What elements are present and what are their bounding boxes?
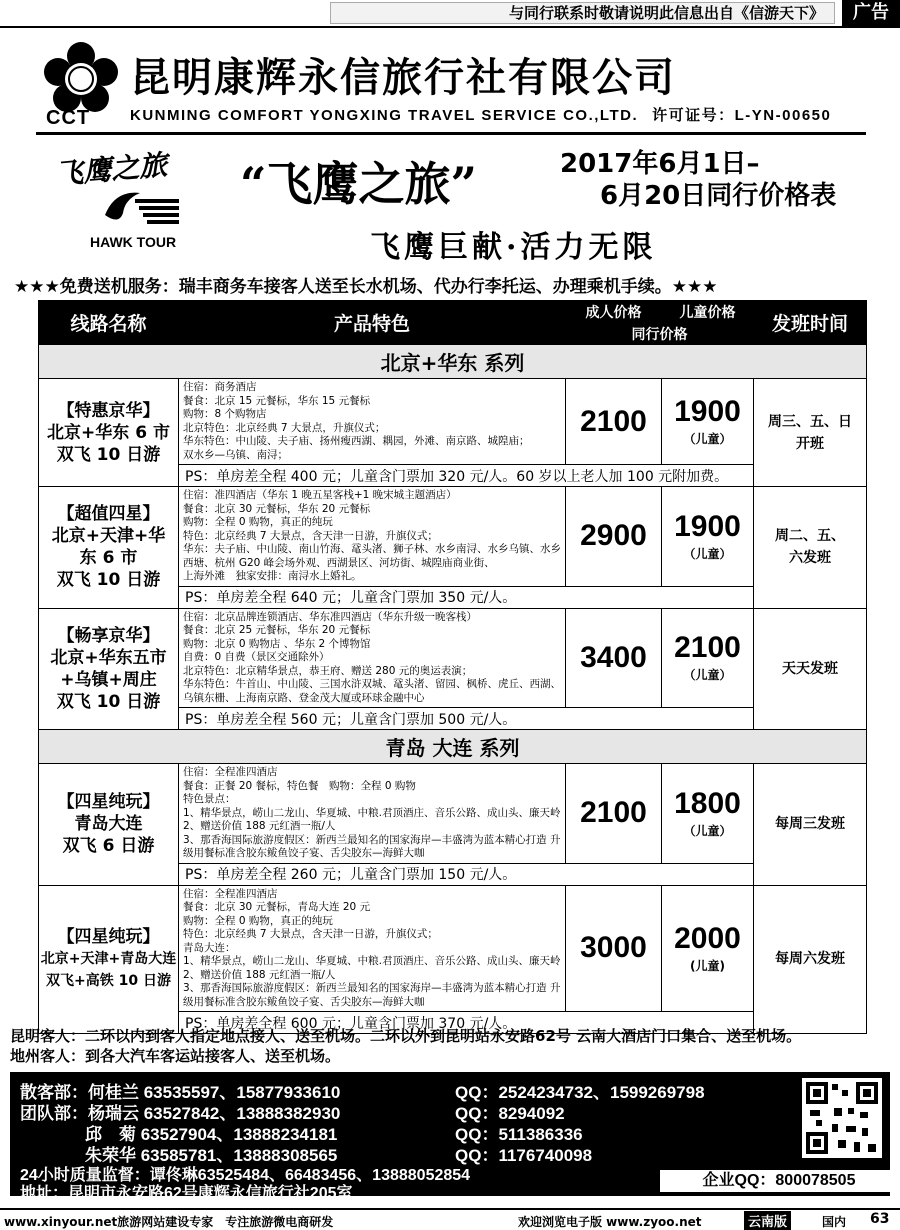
product-features: 住宿：北京品牌连锁酒店、华东准四酒店（华东升级一晚客栈） 餐食：北京 25 元餐标，华东 20 元餐标 购物：北京 0 购物店 、华东 2 个博物馆 自费：0 自费（景区交通除外） 北京特色：北京精华景点，恭王府、赠送 280 元的奥运表演； 华东特色：牛首山、中山陵、三国水浒双城、鼋头渚、留园、枫桥、虎丘、西湖、乌镇东栅、上海南京路、登金茂大厦或环球金融中心 <box>179 608 566 708</box>
adult-price: 3000 <box>566 885 662 1012</box>
team-qq-3: QQ：1176740098 <box>455 1146 593 1165</box>
route-name: 【四星纯玩】 青岛大连 双飞 6 日游 <box>39 764 179 886</box>
retail-qq: QQ：2524234732、1599269798 <box>455 1083 705 1102</box>
header-child: 儿童价格 <box>662 301 754 323</box>
pickup-info <box>10 1026 801 1066</box>
adult-price: 2100 <box>566 764 662 864</box>
footer-left: www.xinyour.net旅游网站建设专家 专注旅游微电商研发 <box>4 1215 334 1229</box>
departure-schedule: 天天发班 <box>754 608 867 730</box>
product-features: 住宿：全程准四酒店 餐食：正餐 20 餐标，特色餐 购物：全程 0 购物 特色景点： 1、精华景点，崂山二龙山、华夏城、中粮.君顶酒庄、音乐公路、成山头、廉天岭 2、赠送价值 188 元红酒一瓶/人 3、那香海国际旅游度假区：新西兰最知名的国家海岸—丰盛湾为蓝本精心打造 升级用餐标准含胶东鲅鱼饺子宴、舌尖胶东—海鲜大咖 <box>179 764 566 864</box>
motto: 飞鹰巨献·活力无限 <box>370 230 657 265</box>
footer-right: 欢迎浏览电子版 www.zyoo.net <box>518 1215 702 1229</box>
date-range: 2017年6月1日– 6月20日同行价格表 <box>560 149 837 211</box>
route-name: 【四星纯玩】 北京+天津+青岛大连 双飞+高铁 10 日游 <box>39 885 179 1034</box>
ps-note: PS：单房差全程 640 元；儿童含门票加 350 元/人。 <box>179 586 754 608</box>
enterprise-qq: 企业QQ：800078505 <box>660 1170 898 1192</box>
child-price: 2000 (儿童) <box>662 885 754 1012</box>
child-price: 1900 （儿童） <box>662 379 754 465</box>
main-title: “飞鹰之旅” <box>240 157 477 211</box>
section-label: 国内 <box>822 1215 847 1229</box>
license-number: 许可证号：L-YN-00650 <box>652 107 832 124</box>
route-name: 【特惠京华】 北京+华东 6 市 双飞 10 日游 <box>39 379 179 487</box>
hawk-tour-label: HAWK TOUR <box>90 234 177 250</box>
header-divider <box>36 132 866 135</box>
airport-service-note: ★★★免费送机服务：瑞丰商务车接客人送至长水机场、代办行李托运、办理乘机手续。★★★ <box>14 277 718 297</box>
logo-text: CCT <box>46 107 91 129</box>
child-price: 2100 （儿童） <box>662 608 754 708</box>
team-contact-2: 邱 菊 63527904、13888234181 <box>85 1125 338 1144</box>
departure-schedule: 每周六发班 <box>754 885 867 1034</box>
header-peer-price: 同行价格 <box>566 323 754 345</box>
brand-script: 飞鹰之旅 <box>53 148 169 191</box>
departure-schedule: 周二、五、 六发班 <box>754 487 867 609</box>
product-features: 住宿：商务酒店 餐食：北京 15 元餐标，华东 15 元餐标 购物：8 个购物店 北京特色：北京经典 7 大景点，升旗仪式； 华东特色：中山陵、夫子庙、扬州瘦西湖、耦园，外滩、南京路、城隍庙； 双水乡—乌镇、南浔； <box>179 379 566 465</box>
product-features: 住宿：全程准四酒店 餐食：北京 30 元餐标，青岛大连 20 元 购物：全程 0 购物，真正的纯玩 特色：北京经典 7 大景点，含天津一日游，升旗仪式； 青岛大连： 1、精华景点，崂山二龙山、华夏城、中粮.君顶酒庄、音乐公路、成山头、廉天岭 2、赠送价值 188 元红酒一瓶/人 3、那香海国际旅游度假区：新西兰最知名的国家海岸—丰盛湾为蓝本精心打造 升级用餐标准含胶东鲅鱼饺子宴、舌尖胶东—海鲜大咖 <box>179 885 566 1012</box>
company-name-cn: 昆明康辉永信旅行社有限公司 <box>130 55 676 101</box>
hawk-logo-icon <box>95 185 185 233</box>
product-features: 住宿：准四酒店（华东 1 晚五星客栈+1 晚宋城主题酒店） 餐食：北京 30 元餐标，华东 20 元餐标 购物：全程 0 购物，真正的纯玩 特色：北京经典 7 大景点，含天津一日游，升旗仪式； 华东：夫子庙、中山陵、南山竹海、鼋头渚、狮子林、水乡南浔、水乡乌镇、水乡西塘、杭州 G20 峰会场外观、西湖景区、河坊街、城隍庙商业街、 上海外滩 独家安排：南浔水上婚礼。 <box>179 487 566 587</box>
team-contact-1: 团队部：杨瑞云 63527842、13888382930 <box>20 1104 341 1123</box>
regional-guests: 地州客人：到各大汽车客运站接客人、送至机场。 <box>10 1047 341 1065</box>
header-route: 线路名称 <box>39 301 179 345</box>
top-banner <box>0 0 900 28</box>
contact-panel <box>10 1072 890 1202</box>
quality-supervisor: 24小时质量监督：谭佟琳63525484、66483456、13888052854 <box>20 1167 471 1184</box>
office-address: 地址：昆明市永安路62号康辉永信旅行社205室 <box>20 1185 353 1202</box>
kunming-guests: 昆明客人：二环以内到客人指定地点接人、送至机场。二环以外到昆明站永安路62号 云南大酒店门口集合、送至机场。 <box>10 1027 802 1045</box>
page-footer <box>0 1208 900 1230</box>
section-title: 青岛 大连 系列 <box>39 730 867 764</box>
route-name: 【畅享京华】 北京+华东五市 +乌镇+周庄 双飞 10 日游 <box>39 608 179 730</box>
team-qq-2: QQ：511386336 <box>455 1125 583 1144</box>
header-features: 产品特色 <box>179 301 566 345</box>
child-price: 1800 （儿童） <box>662 764 754 864</box>
adult-price: 2100 <box>566 379 662 465</box>
ps-note: PS：单房差全程 560 元；儿童含门票加 500 元/人。 <box>179 708 754 730</box>
team-contact-3: 朱荣华 63585781、13888308565 <box>85 1146 338 1165</box>
header-adult: 成人价格 <box>566 301 662 323</box>
adult-price: 3400 <box>566 608 662 708</box>
child-price: 1900 （儿童） <box>662 487 754 587</box>
company-name-en: KUNMING COMFORT YONGXING TRAVEL SERVICE CO.,LTD. 许可证号：L-YN-00650 <box>130 107 832 124</box>
qr-code-icon <box>802 1078 882 1158</box>
retail-contact: 散客部：何桂兰 63535597、15877933610 <box>20 1083 341 1102</box>
source-notice: 与同行联系时敬请说明此信息出自《信游天下》 <box>330 2 835 24</box>
price-table <box>38 300 867 1034</box>
header-schedule: 发班时间 <box>754 301 867 345</box>
departure-schedule: 周三、五、日 开班 <box>754 379 867 487</box>
team-qq-1: QQ：8294092 <box>455 1104 565 1123</box>
departure-schedule: 每周三发班 <box>754 764 867 886</box>
edition-tag: 云南版 <box>744 1211 791 1230</box>
ps-note: PS：单房差全程 260 元；儿童含门票加 150 元/人。 <box>179 863 754 885</box>
ad-label: 广告 <box>842 0 900 26</box>
ps-note: PS：单房差全程 600 元；儿童含门票加 370 元/人。 <box>179 1012 754 1034</box>
adult-price: 2900 <box>566 487 662 587</box>
ps-note: PS：单房差全程 400 元；儿童含门票加 320 元/人。60 岁以上老人加 100 元附加费。 <box>179 465 754 487</box>
route-name: 【超值四星】 北京+天津+华 东 6 市 双飞 10 日游 <box>39 487 179 609</box>
section-title: 北京+华东 系列 <box>39 345 867 379</box>
page-number: 63 <box>870 1211 890 1227</box>
